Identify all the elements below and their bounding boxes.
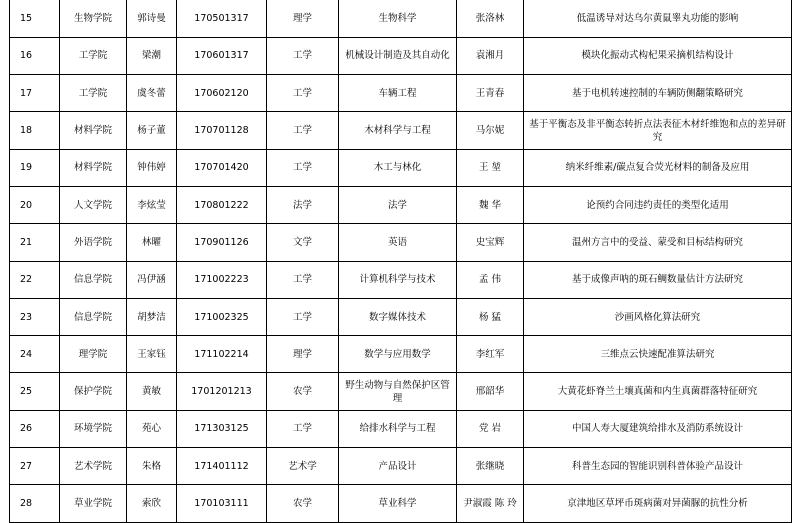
student-id-cell: 170601317 [177,37,267,74]
major-cell: 木材科学与工程 [339,112,457,149]
student-name-cell: 冯伊涵 [127,261,177,298]
student-name-cell: 李炫莹 [127,186,177,223]
discipline-category-cell: 工学 [267,37,339,74]
student-name-cell: 朱格 [127,448,177,485]
college-cell: 环境学院 [60,410,127,447]
thesis-title-cell: 京津地区草坪币斑病菌对异菌脲的抗性分析 [524,485,792,522]
thesis-title-cell: 科普生态园的智能识别科普体验产品设计 [524,448,792,485]
advisor-cell: 史宝辉 [457,224,524,261]
thesis-title-cell: 基于成像声呐的斑石鲷数量估计方法研究 [524,261,792,298]
college-cell: 材料学院 [60,112,127,149]
college-cell: 草业学院 [60,485,127,522]
thesis-title-cell: 论预约合同违约责任的类型化适用 [524,186,792,223]
discipline-category-cell: 工学 [267,149,339,186]
table-row [10,0,792,37]
advisor-cell: 袁湘月 [457,37,524,74]
table-row [10,410,792,447]
table-row [10,485,792,522]
student-thesis-table [9,0,792,523]
college-cell: 工学院 [60,37,127,74]
college-cell: 保护学院 [60,373,127,410]
thesis-title-cell: 中国人寿大厦建筑给排水及消防系统设计 [524,410,792,447]
major-cell: 数学与应用数学 [339,336,457,373]
major-cell: 数字媒体技术 [339,298,457,335]
discipline-category-cell: 理学 [267,336,339,373]
row-number-cell: 17 [10,75,60,112]
table-row [10,373,792,410]
major-cell: 法学 [339,186,457,223]
student-name-cell: 索欣 [127,485,177,522]
student-name-cell: 梁潮 [127,37,177,74]
row-number-cell: 18 [10,112,60,149]
discipline-category-cell: 工学 [267,261,339,298]
student-name-cell: 杨子董 [127,112,177,149]
discipline-category-cell: 文学 [267,224,339,261]
student-name-cell: 苑心 [127,410,177,447]
thesis-title-cell: 模块化振动式构杞果采摘机结构设计 [524,37,792,74]
student-id-cell: 170602120 [177,75,267,112]
major-cell: 英语 [339,224,457,261]
discipline-category-cell: 农学 [267,373,339,410]
student-id-cell: 170901126 [177,224,267,261]
table-row [10,149,792,186]
advisor-cell: 杨 猛 [457,298,524,335]
student-id-cell: 171002223 [177,261,267,298]
student-id-cell: 171401112 [177,448,267,485]
college-cell: 信息学院 [60,298,127,335]
table-row [10,336,792,373]
advisor-cell: 张洛林 [457,0,524,37]
student-id-cell: 171303125 [177,410,267,447]
thesis-title-cell: 温州方言中的受益、蒙受和目标结构研究 [524,224,792,261]
row-number-cell: 26 [10,410,60,447]
college-cell: 理学院 [60,336,127,373]
discipline-category-cell: 工学 [267,75,339,112]
student-name-cell: 王家钰 [127,336,177,373]
thesis-title-cell: 基于平衡态及非平衡态转折点法表征木材纤维饱和点的差异研究 [524,112,792,149]
major-cell: 车辆工程 [339,75,457,112]
college-cell: 艺术学院 [60,448,127,485]
college-cell: 外语学院 [60,224,127,261]
row-number-cell: 25 [10,373,60,410]
major-cell: 给排水科学与工程 [339,410,457,447]
major-cell: 野生动物与自然保护区管理 [339,373,457,410]
advisor-cell: 王青春 [457,75,524,112]
college-cell: 信息学院 [60,261,127,298]
advisor-cell: 孟 伟 [457,261,524,298]
student-id-cell: 171102214 [177,336,267,373]
student-thesis-table-container [9,0,791,523]
student-id-cell: 170701420 [177,149,267,186]
row-number-cell: 28 [10,485,60,522]
row-number-cell: 24 [10,336,60,373]
advisor-cell: 党 岩 [457,410,524,447]
row-number-cell: 22 [10,261,60,298]
table-row [10,224,792,261]
discipline-category-cell: 理学 [267,0,339,37]
student-name-cell: 胡梦洁 [127,298,177,335]
discipline-category-cell: 工学 [267,298,339,335]
college-cell: 工学院 [60,75,127,112]
row-number-cell: 15 [10,0,60,37]
thesis-title-cell: 纳米纤维素/碳点复合荧光材料的制备及应用 [524,149,792,186]
row-number-cell: 19 [10,149,60,186]
table-row [10,261,792,298]
student-id-cell: 170501317 [177,0,267,37]
row-number-cell: 27 [10,448,60,485]
table-row [10,75,792,112]
advisor-cell: 马尔妮 [457,112,524,149]
table-row [10,112,792,149]
student-name-cell: 郭诗曼 [127,0,177,37]
row-number-cell: 16 [10,37,60,74]
student-id-cell: 171002325 [177,298,267,335]
table-row [10,448,792,485]
advisor-cell: 尹淑霞 陈 玲 [457,485,524,522]
student-name-cell: 钟伟婷 [127,149,177,186]
college-cell: 材料学院 [60,149,127,186]
thesis-title-cell: 低温诱导对达乌尔黄鼠睾丸功能的影响 [524,0,792,37]
discipline-category-cell: 农学 [267,485,339,522]
student-name-cell: 虞冬蕾 [127,75,177,112]
student-name-cell: 林曜 [127,224,177,261]
table-row [10,37,792,74]
discipline-category-cell: 工学 [267,112,339,149]
advisor-cell: 李红军 [457,336,524,373]
row-number-cell: 21 [10,224,60,261]
thesis-title-cell: 三维点云快速配准算法研究 [524,336,792,373]
major-cell: 计算机科学与技术 [339,261,457,298]
discipline-category-cell: 法学 [267,186,339,223]
thesis-title-cell: 基于电机转速控制的车辆防侧翻策略研究 [524,75,792,112]
college-cell: 生物学院 [60,0,127,37]
major-cell: 机械设计制造及其自动化 [339,37,457,74]
table-row [10,186,792,223]
student-id-cell: 170801222 [177,186,267,223]
discipline-category-cell: 艺术学 [267,448,339,485]
thesis-title-cell: 大黄花虾脊兰土壤真菌和内生真菌群落特征研究 [524,373,792,410]
advisor-cell: 魏 华 [457,186,524,223]
advisor-cell: 王 堃 [457,149,524,186]
row-number-cell: 23 [10,298,60,335]
student-id-cell: 170103111 [177,485,267,522]
discipline-category-cell: 工学 [267,410,339,447]
major-cell: 产品设计 [339,448,457,485]
student-id-cell: 1701201213 [177,373,267,410]
major-cell: 草业科学 [339,485,457,522]
thesis-title-cell: 沙画风格化算法研究 [524,298,792,335]
advisor-cell: 张继晓 [457,448,524,485]
student-name-cell: 黄敏 [127,373,177,410]
major-cell: 生物科学 [339,0,457,37]
row-number-cell: 20 [10,186,60,223]
student-id-cell: 170701128 [177,112,267,149]
advisor-cell: 邢韶华 [457,373,524,410]
major-cell: 木工与林化 [339,149,457,186]
college-cell: 人文学院 [60,186,127,223]
table-row [10,298,792,335]
